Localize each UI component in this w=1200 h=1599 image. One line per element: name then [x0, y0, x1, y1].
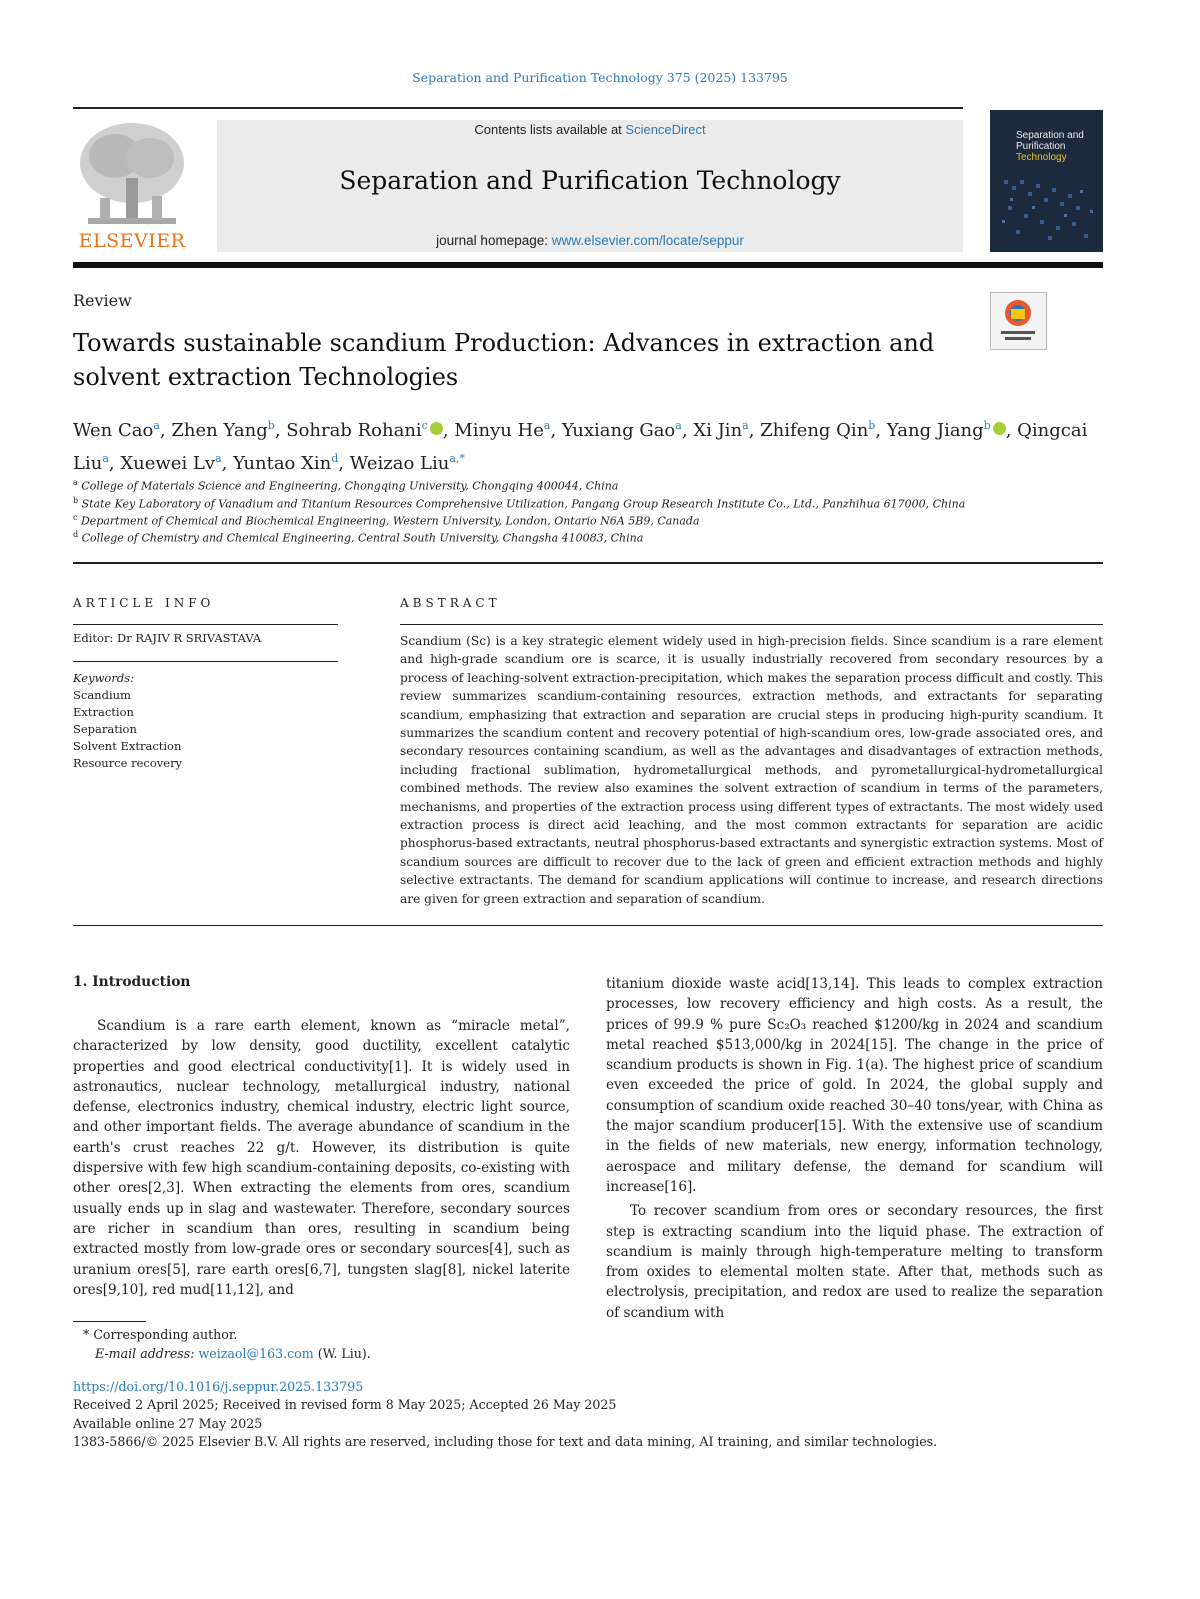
author-affiliation-marker[interactable]: a — [215, 452, 222, 465]
keyword: Extraction — [73, 705, 134, 719]
available-online: Available online 27 May 2025 — [73, 1415, 263, 1431]
affiliation-d — [73, 530, 1103, 545]
article-info — [73, 630, 338, 772]
keywords-label: Keywords: — [73, 671, 134, 685]
affiliation-key: d — [73, 530, 79, 539]
author-affiliation-marker[interactable]: a — [543, 419, 551, 432]
abstract-bottom-rule — [73, 925, 1103, 926]
keyword: Resource recovery — [73, 756, 183, 770]
affiliation-bottom-rule — [73, 562, 1103, 564]
journal-cover-thumbnail[interactable] — [990, 110, 1103, 252]
affiliation-a — [73, 478, 1103, 493]
cover-title-line2: Purification — [1016, 141, 1066, 152]
affiliation-text: State Key Laboratory of Vanadium and Titanium Resources Comprehensive Utilization, Pangang Group Research Institute Co., Ltd., Panzhihua 617000, China — [81, 497, 966, 511]
author-affiliation-marker[interactable]: c — [421, 419, 428, 432]
abstract-rule — [400, 624, 1103, 625]
orcid-icon[interactable] — [430, 422, 443, 435]
article-info-heading: ARTICLE INFO — [73, 596, 215, 610]
cover-title-line1: Separation and — [1016, 130, 1084, 141]
author-name[interactable]: Zhifeng Qin — [760, 420, 869, 441]
article-info-rule — [73, 624, 338, 625]
section-heading-introduction: 1. Introduction — [73, 974, 191, 990]
affiliation-text: College of Chemistry and Chemical Engineering, Central South University, Changsha 410083, China — [81, 531, 644, 545]
homepage-link[interactable]: www.elsevier.com/locate/seppur — [551, 233, 744, 248]
author-affiliation-marker[interactable]: a — [742, 419, 749, 432]
orcid-icon[interactable] — [993, 422, 1006, 435]
header-rule — [73, 107, 963, 109]
author-name[interactable]: Xuewei Lv — [120, 453, 216, 474]
author-affiliation-marker[interactable]: b — [983, 419, 991, 432]
article-type: Review — [73, 291, 132, 310]
abstract-heading: ABSTRACT — [400, 596, 501, 610]
homepage-prefix: journal homepage: — [436, 233, 552, 248]
email-line — [73, 1344, 371, 1363]
author-affiliation-marker[interactable]: a,* — [449, 452, 465, 465]
intro-paragraph-2: To recover scandium from ores or secondary resources, the first step is extracting scandium into the liquid phase. The extraction of scandium is mainly through high-temperature melting to transform from oxides to elemental molten state. After that, methods such as electrolysis, precipitation, and redox are used to realize the separation of scandium with — [606, 1203, 1103, 1321]
author-name[interactable]: Qingcai Liu — [73, 420, 1088, 474]
author[interactable] — [233, 453, 338, 474]
author-name[interactable]: Minyu He — [454, 420, 544, 441]
email-suffix: (W. Liu). — [313, 1346, 371, 1361]
copyright-line: 1383-5866/© 2025 Elsevier B.V. All rights are reserved, including those for text and data mining, AI training, and similar technologies. — [73, 1433, 938, 1449]
sciencedirect-link[interactable]: ScienceDirect — [625, 122, 706, 137]
article-title: Towards sustainable scandium Production: Advances in extraction and solvent extraction Technologies — [73, 329, 935, 391]
author-name[interactable]: Zhen Yang — [171, 420, 268, 441]
journal-reference-link[interactable]: Separation and Purification Technology 375 (2025) 133795 — [412, 70, 788, 85]
author-affiliation-marker[interactable]: a — [153, 419, 160, 432]
affiliation-key: b — [73, 496, 79, 505]
intro-paragraph-1-continued: titanium dioxide waste acid[13,14]. This leads to complex extraction processes, low recovery efficiency and high costs. As a result, the prices of 99.9 % pure Sc₂O₃ reached $1200/kg in 2024 and scandium metal reached $513,000/kg in 2024[15]. The change in the price of scandium products is shown in Fig. 1(a). The highest price of scandium even exceeded the price of gold. In 2024, the global supply and consumption of scandium oxide reached 30–40 tons/year, with China as the major scandium producer[15]. With the extensive use of scandium in the fields of new materials, new energy, information technology, aerospace and military defense, the demand for scandium will increase[16]. — [606, 976, 1103, 1195]
author-name[interactable]: Wen Cao — [73, 420, 154, 441]
editor-rule — [73, 661, 338, 662]
affiliation-b — [73, 496, 1103, 511]
corresponding-author-note: * Corresponding author. — [83, 1327, 238, 1342]
abstract-body: Scandium (Sc) is a key strategic element widely used in high-precision fields. Since scandium is a rare element and high-grade scandium ore is scarce, it is usually industrially recovered from secondary resources by a process of leaching-solvent extraction-precipitation, which makes the separation process difficult and costly. This review summarizes scandium-containing resources, extraction methods, and extractants for separating scandium, emphasizing that extraction and separation are crucial steps in producing high-purity scandium. It summarizes the scandium content and recovery potential of high-scandium ores, low-grade associated ores, and secondary resources containing scandium, as well as the advantages and disadvantages of extraction methods, including fractional sublimation, hydrometallurgical methods, and pyrometallurgical-hydrometallurgical combined methods. The review also examines the solvent extraction of scandium in terms of the parameters, mechanisms, and properties of the extraction process using different types of extractants. The most widely used extraction process is direct acid leaching, and the most common extractants for separation are acidic phosphorus-based extractants, neutral phosphorus-based extractants and synergistic extraction systems. Most of scandium sources are difficult to recover due to the lack of green and efficient extraction methods and highly selective extractants. The demand for scandium applications will continue to increase, and research directions are given for green extraction and separation of scandium. — [400, 634, 1103, 906]
author-name[interactable]: Yuxiang Gao — [561, 420, 676, 441]
author-name[interactable]: Yuntao Xin — [233, 453, 332, 474]
author[interactable] — [562, 420, 682, 441]
author[interactable] — [350, 453, 465, 474]
author[interactable] — [171, 420, 274, 441]
author-affiliation-marker[interactable]: a — [675, 419, 682, 432]
footnote-rule — [73, 1321, 146, 1322]
keyword: Separation — [73, 722, 137, 736]
footnote — [73, 1325, 371, 1363]
doi-link[interactable]: https://doi.org/10.1016/j.seppur.2025.133795 — [73, 1379, 364, 1394]
author[interactable] — [887, 420, 1006, 441]
keyword: Scandium — [73, 688, 131, 702]
author[interactable] — [286, 420, 443, 441]
email-link[interactable]: weizaol@163.com — [198, 1346, 314, 1361]
author-list: Wen Cao$^a$, Zhen Yang$^b$, Sohrab Rohani$^c$ , Minyu He$^a$, Yuxiang Gao$^a$, Xi Jin$^a$, Zhifeng Qin$^b$, Yang Jiang$^b$ , Qingcai Liu$^a$, Xuewei Lv$^a$, Yuntao Xin$^d$, Weizao Liu$^{a,*}$ — [73, 419, 1088, 474]
author-affiliation-marker[interactable]: b — [267, 419, 275, 432]
cover-title — [1016, 130, 1100, 163]
email-label: E-mail address: — [95, 1346, 199, 1361]
author-name[interactable]: Xi Jin — [693, 420, 743, 441]
author[interactable] — [760, 420, 875, 441]
author[interactable] — [73, 420, 160, 441]
masthead-bottom-rule — [73, 262, 1103, 268]
check-for-updates-icon[interactable] — [990, 292, 1047, 350]
editor-line: Editor: Dr RAJIV R SRIVASTAVA — [73, 631, 262, 645]
author[interactable] — [120, 453, 221, 474]
author-name[interactable]: Yang Jiang — [886, 420, 984, 441]
author-name[interactable]: Weizao Liu — [349, 453, 450, 474]
keyword: Solvent Extraction — [73, 739, 182, 753]
contents-line — [217, 122, 963, 137]
contents-prefix: Contents lists available at — [474, 122, 626, 137]
intro-paragraph-1: Scandium is a rare earth element, known as “miracle metal”, characterized by low density, good ductility, excellent catalytic properties and good electrical conductivity[1]. It is widely used in astronautics, nuclear technology, metallurgical industry, national defense, electronics industry, chemical industry, electric light source, and other important fields. The average abundance of scandium in the earth's crust reaches 22 g/t. However, its distribution is quite dispersive with few high scandium-containing deposits, co-existing with other ores[2,3]. When extracting the elements from ores, scandium usually ends up in slag and wastewater. Therefore, secondary sources are richer in scandium than ores, resulting in scandium being extracted mostly from low-grade ores or secondary sources[4], such as uranium ores[5], rare earth ores[6,7], tungsten slag[8], nickel laterite ores[9,10], red mud[11,12], and — [73, 1018, 570, 1298]
affiliation-text: College of Materials Science and Engineering, Chongqing University, Chongqing 400044, China — [81, 479, 619, 493]
journal-title: Separation and Purification Technology — [339, 166, 841, 195]
affiliation-text: Department of Chemical and Biochemical Engineering, Western University, London, Ontario N6A 5B9, Canada — [80, 514, 700, 528]
affiliation-key: c — [73, 513, 78, 522]
check-for-updates-graphic — [991, 293, 1046, 349]
cover-title-line3: Technology — [1016, 152, 1067, 163]
elsevier-wordmark: ELSEVIER — [78, 230, 186, 252]
body-left-column — [73, 1016, 570, 1300]
body-right-column — [606, 974, 1103, 1323]
received-dates: Received 2 April 2025; Received in revised form 8 May 2025; Accepted 26 May 2025 — [73, 1397, 617, 1413]
publication-info — [73, 1378, 937, 1451]
author[interactable] — [693, 420, 748, 441]
author-name[interactable]: Sohrab Rohani — [286, 420, 422, 441]
author-affiliation-marker[interactable]: d — [331, 452, 339, 465]
author[interactable] — [454, 420, 550, 441]
affiliation-key: a — [73, 478, 78, 487]
author-affiliation-marker[interactable]: a — [102, 452, 109, 465]
homepage-line — [217, 233, 963, 248]
affiliation-c — [73, 513, 1103, 528]
author-affiliation-marker[interactable]: b — [868, 419, 876, 432]
